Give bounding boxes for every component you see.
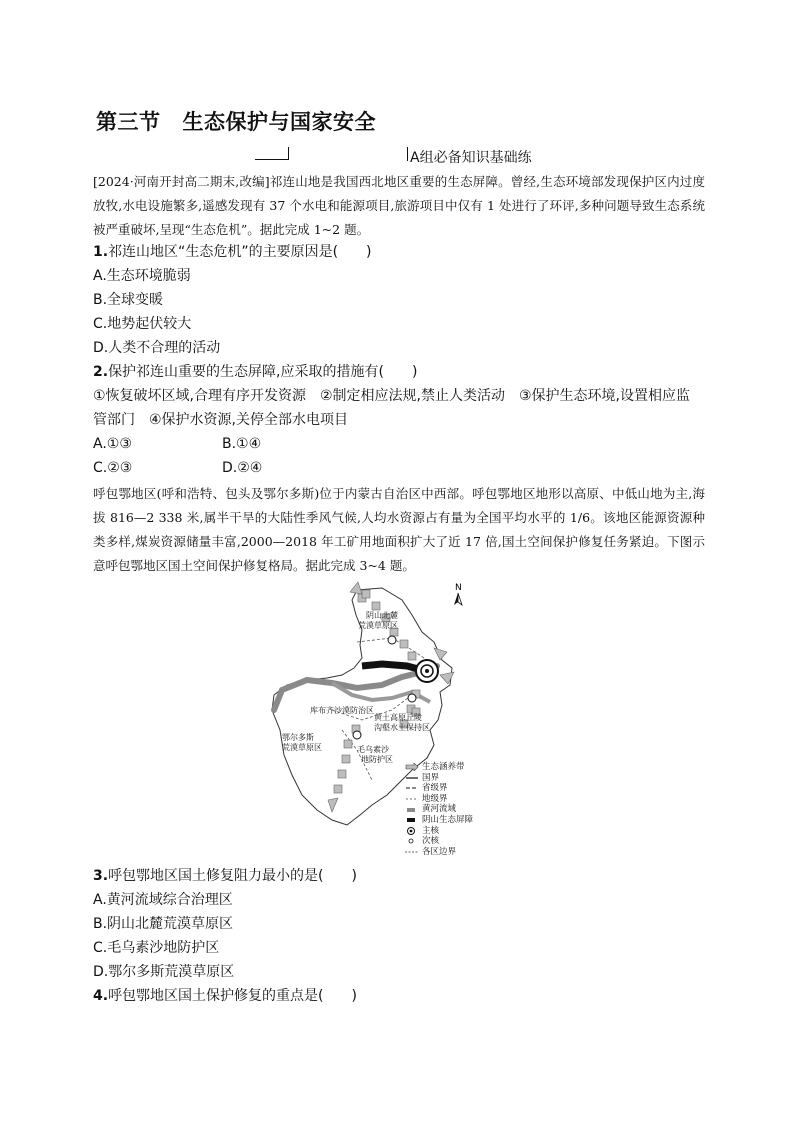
- dash-line-icon: [405, 795, 419, 803]
- main-core-icon: [416, 660, 438, 682]
- legend-label: 次核: [422, 836, 440, 847]
- region-label: 黄土高原丘陵: [374, 713, 422, 722]
- question-2: [93, 362, 417, 382]
- heading-rule: [255, 159, 289, 160]
- option: A.①③: [93, 436, 132, 452]
- secondary-core-icon: [353, 731, 361, 739]
- legend-label: 地级界: [422, 793, 448, 804]
- question-1: [93, 242, 372, 262]
- option: D.②④: [222, 460, 263, 476]
- region-label: 沟壑水土保持区: [374, 723, 430, 732]
- legend-label: 省级界: [422, 783, 448, 794]
- legend-label: 国界: [422, 772, 440, 783]
- question-number: 3.: [93, 868, 109, 884]
- dash-line-icon: [405, 848, 419, 856]
- region-label: 地防护区: [361, 755, 393, 764]
- region-label: 荒漠草原区: [358, 621, 398, 630]
- option: A.黄河流域综合治理区: [93, 892, 233, 908]
- passage-2: 呼包鄂地区(呼和浩特、包头及鄂尔多斯)位于内蒙古自治区中西部。呼包鄂地区地形以高原、中低山地为主,海拔 816—2 338 米,属半干旱的大陆性季风气候,人均水资源占有量为全国平均水平的 1/6。该地区能源资源种类多样,煤炭资源储量丰富,2000—2018 年工矿用地面积扩大了近 17 倍,国土空间保护修复任务紧迫。下图示意呼包鄂地区国土空间保护修复格局。据此完成 3~4 题。: [93, 486, 705, 573]
- legend-label: 阴山生态屏障: [422, 814, 474, 825]
- option: D.人类不合理的活动: [93, 340, 221, 356]
- question-stem: 呼包鄂地区国土保护修复的重点是( ): [108, 988, 357, 1004]
- question-number: 1.: [93, 244, 109, 260]
- legend-label: 黄河流域: [422, 804, 457, 815]
- question-stem: 呼包鄂地区国土修复阻力最小的是( ): [108, 868, 357, 884]
- north-arrow-icon: [454, 583, 462, 605]
- legend-label: 各区边界: [422, 846, 457, 857]
- option: B.全球变暖: [93, 292, 164, 308]
- question-number: 2.: [93, 364, 109, 380]
- main-core-icon: [405, 827, 419, 835]
- question-number: 4.: [93, 988, 109, 1004]
- question-stem: 保护祁连山重要的生态屏障,应采取的措施有( ): [108, 364, 418, 380]
- question-stem: 祁连山地区“生态危机”的主要原因是( ): [108, 244, 372, 260]
- legend-label: 生态涵养带: [422, 762, 465, 772]
- secondary-core-icon: [405, 837, 419, 845]
- legend-label: 主核: [422, 825, 440, 836]
- option: C.②③: [93, 460, 133, 476]
- secondary-core-icon: [408, 694, 416, 702]
- statements-line: 管部门 ④保护水资源,关停全部水电项目: [93, 412, 348, 428]
- yellow-river-band: [274, 666, 437, 710]
- option: C.毛乌素沙地防护区: [93, 940, 220, 956]
- page-title: [96, 106, 376, 136]
- heading-divider: [288, 147, 289, 159]
- option: A.生态环境脆弱: [93, 268, 191, 284]
- section-name: 生态保护与国家安全: [182, 110, 376, 134]
- heading-divider: [407, 147, 408, 161]
- region-label: 鄂尔多斯: [282, 733, 314, 742]
- statements-line: ①恢复破坏区域,合理有序开发资源 ②制定相应法规,禁止人类活动 ③保护生态环境,设置相应监: [93, 388, 691, 404]
- region-label: 荒漠草原区: [282, 743, 322, 752]
- gray-band-icon: [405, 806, 419, 814]
- solid-line-icon: [405, 774, 419, 782]
- option: D.鄂尔多斯荒漠草原区: [93, 964, 235, 980]
- section-number: 第三节: [96, 110, 161, 134]
- dash-line-icon: [405, 784, 419, 792]
- group-label: A组必备知识基础练: [410, 150, 532, 166]
- region-label: 阴山北麓: [366, 611, 398, 620]
- region-label: 库布齐沙漠防治区: [310, 706, 374, 715]
- option: C.地势起伏较大: [93, 316, 192, 332]
- question-3: [93, 866, 357, 886]
- option: B.①④: [222, 436, 262, 452]
- question-4: [93, 986, 357, 1006]
- map-legend: [405, 762, 473, 857]
- secondary-core-icon: [388, 636, 396, 644]
- yinshan-barrier: [362, 664, 422, 670]
- arrow-right-icon: [405, 763, 419, 771]
- black-band-icon: [405, 816, 419, 824]
- svg-text:N: N: [455, 583, 462, 593]
- region-label: 毛乌素沙: [357, 745, 389, 754]
- group-heading: [255, 146, 575, 166]
- option: B.阴山北麓荒漠草原区: [93, 916, 234, 932]
- passage-1: [2024·河南开封高二期末,改编]祁连山地是我国西北地区重要的生态屏障。曾经,生态环境部发现保护区内过度放牧,水电设施繁多,遥感发现有 37 个水电和能源项目,旅游项目中仅有 1 处进行了环评,多种问题导致生态系统被严重破坏,呈现“生态危机”。据此完成 1~2 题。: [93, 174, 705, 237]
